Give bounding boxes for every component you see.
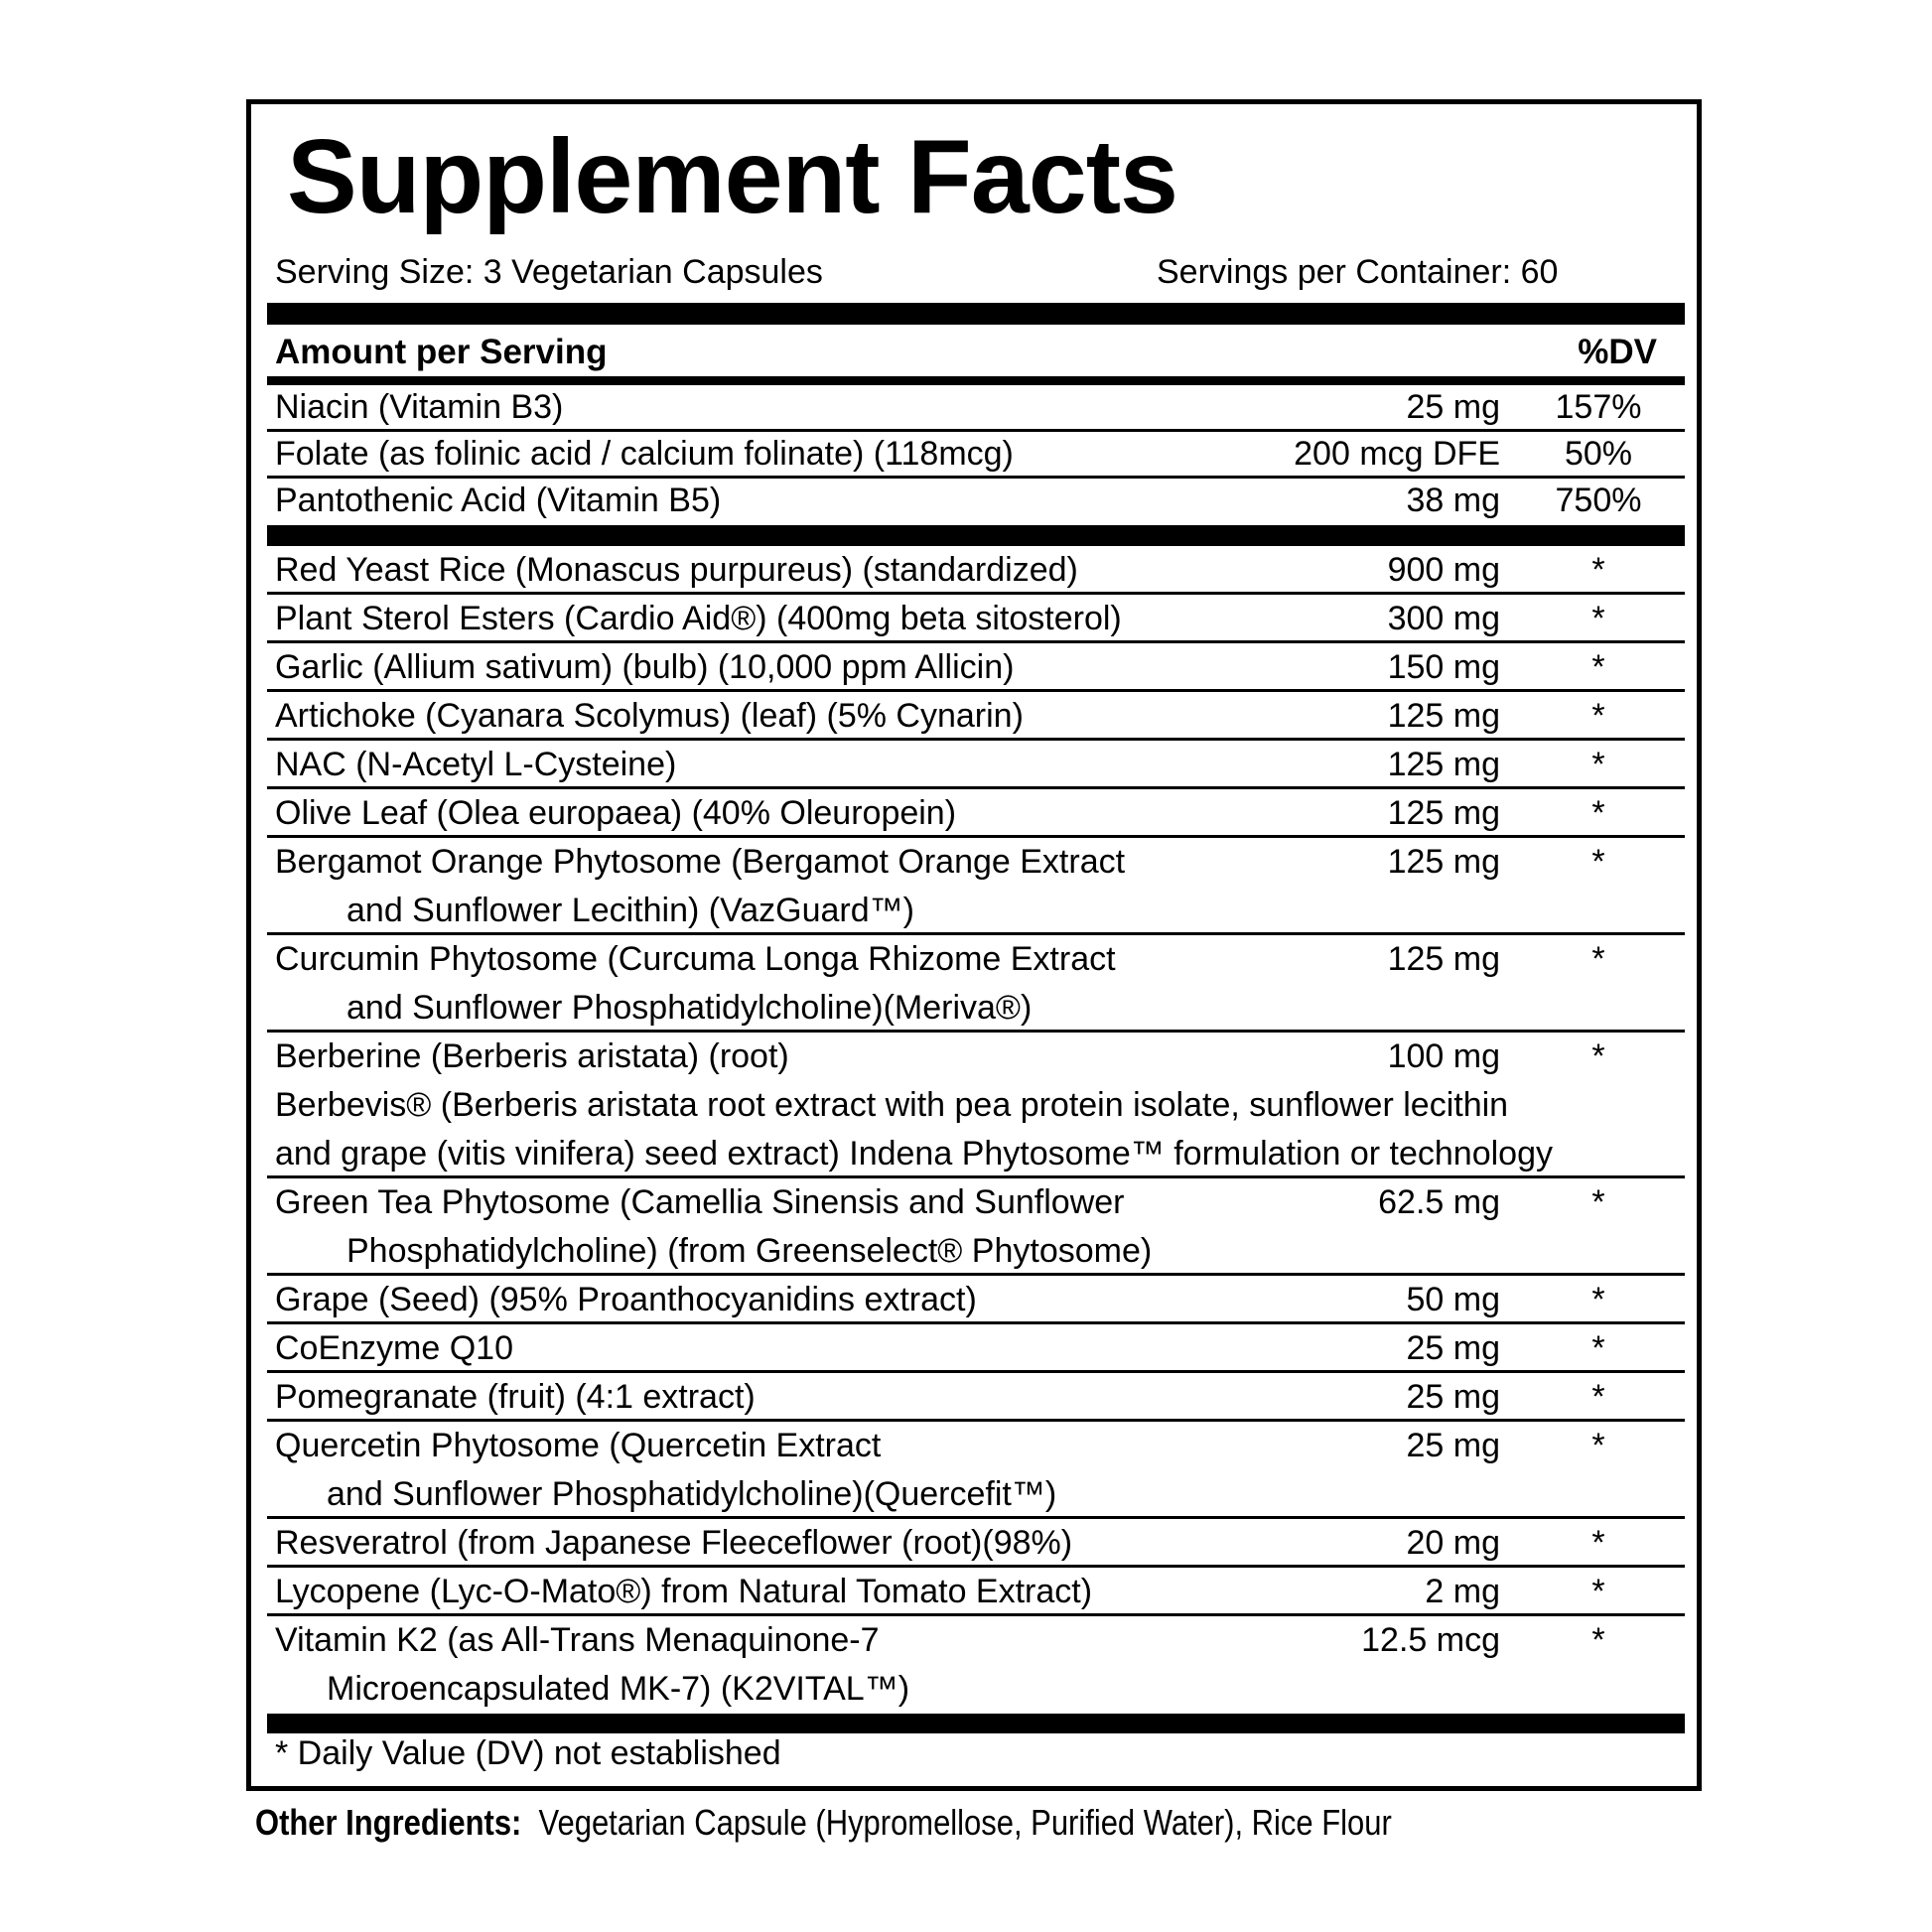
ingredient-row [267,1616,1685,1714]
ingredient-dv: * [1591,794,1605,832]
ingredient-amount: 100 mg [1387,1037,1500,1075]
ingredient-dv: * [1591,1183,1605,1221]
ingredient-name: Artichoke (Cyanara Scolymus) (leaf) (5% Cynarin) [275,697,1024,735]
ingredient-dv: * [1591,1573,1605,1610]
vitamin-name: Folate (as folinic acid / calcium folinate) (118mcg) [275,435,1014,473]
ingredient-name: Curcumin Phytosome (Curcuma Longa Rhizome Extract [275,940,1116,978]
ingredient-amount: 50 mg [1406,1281,1500,1318]
other-ingredients [255,1802,1392,1844]
ingredient-dv: * [1591,1524,1605,1562]
ingredient-row [267,1422,1685,1519]
label-title: Supplement Facts [287,118,1177,235]
thick-divider-top [267,303,1685,325]
ingredient-row [267,1276,1685,1324]
ingredient-row [267,1033,1685,1178]
ingredient-dv: * [1591,1427,1605,1464]
ingredient-name-continued: Phosphatidylcholine) (from Greenselect® Phytosome) [346,1232,1153,1270]
ingredient-row [267,1178,1685,1276]
ingredient-dv: * [1591,746,1605,783]
ingredient-amount: 125 mg [1387,843,1500,881]
ingredient-amount: 150 mg [1387,648,1500,686]
ingredient-name: Garlic (Allium sativum) (bulb) (10,000 ppm Allicin) [275,648,1015,686]
amount-per-serving-header: Amount per Serving [275,333,608,371]
vitamin-row [267,432,1685,479]
ingredient-name: Berberine (Berberis aristata) (root) [275,1037,789,1075]
ingredient-dv: * [1591,600,1605,637]
ingredient-name: Vitamin K2 (as All-Trans Menaquinone-7 [275,1621,880,1659]
vitamin-dv: 157% [1555,388,1642,426]
ingredient-row [267,595,1685,643]
ingredient-name-continued: and Sunflower Lecithin) (VazGuard™) [346,892,914,929]
ingredient-dv: * [1591,843,1605,881]
ingredient-name: CoEnzyme Q10 [275,1329,513,1367]
ingredient-amount: 12.5 mcg [1361,1621,1500,1659]
ingredient-row [267,789,1685,838]
vitamin-amount: 38 mg [1406,482,1500,519]
ingredient-name: Bergamot Orange Phytosome (Bergamot Orange Extract [275,843,1126,881]
ingredient-name-continued: and grape (vitis vinifera) seed extract) Indena Phytosome™ formulation or technology [275,1135,1553,1173]
ingredient-dv: * [1591,1037,1605,1075]
other-ingredients-label: Other Ingredients: [255,1802,522,1843]
ingredient-amount: 25 mg [1406,1329,1500,1367]
ingredient-name-continued: and Sunflower Phosphatidylcholine)(Quercefit™) [327,1475,1057,1513]
ingredient-dv: * [1591,1281,1605,1318]
ingredient-dv: * [1591,1378,1605,1416]
ingredient-amount: 25 mg [1406,1427,1500,1464]
ingredient-amount: 62.5 mg [1378,1183,1500,1221]
ingredient-row [267,1373,1685,1422]
ingredient-dv: * [1591,940,1605,978]
vitamin-name: Niacin (Vitamin B3) [275,388,564,426]
vitamin-dv: 50% [1564,435,1633,473]
ingredient-amount: 900 mg [1387,551,1500,589]
ingredient-row [267,546,1685,595]
ingredient-amount: 300 mg [1387,600,1500,637]
servings-per-container: Servings per Container: 60 [1157,253,1559,291]
ingredient-name: Olive Leaf (Olea europaea) (40% Oleuropein) [275,794,957,832]
ingredient-row [267,643,1685,692]
ingredient-name: Plant Sterol Esters (Cardio Aid®) (400mg beta sitosterol) [275,600,1122,637]
vitamin-row [267,385,1685,432]
vitamin-amount: 25 mg [1406,388,1500,426]
ingredient-row [267,692,1685,741]
ingredient-dv: * [1591,551,1605,589]
ingredient-name: Grape (Seed) (95% Proanthocyanidins extract) [275,1281,977,1318]
ingredient-amount: 125 mg [1387,794,1500,832]
ingredient-amount: 2 mg [1425,1573,1500,1610]
vitamin-amount: 200 mcg DFE [1294,435,1500,473]
dv-header: %DV [1578,333,1657,371]
ingredient-row [267,741,1685,789]
ingredient-name-continued: Microencapsulated MK-7) (K2VITAL™) [327,1670,910,1708]
ingredient-dv: * [1591,648,1605,686]
ingredient-name: Resveratrol (from Japanese Fleeceflower (root)(98%) [275,1524,1073,1562]
ingredient-row [267,838,1685,935]
ingredient-name: Pomegranate (fruit) (4:1 extract) [275,1378,756,1416]
ingredient-name: NAC (N-Acetyl L-Cysteine) [275,746,677,783]
vitamin-row [267,479,1685,525]
ingredient-dv: * [1591,697,1605,735]
ingredient-row [267,1324,1685,1373]
thick-divider-middle [267,525,1685,546]
ingredient-name: Quercetin Phytosome (Quercetin Extract [275,1427,882,1464]
ingredient-name: Lycopene (Lyc-O-Mato®) from Natural Tomato Extract) [275,1573,1093,1610]
ingredient-amount: 125 mg [1387,746,1500,783]
footnote: * Daily Value (DV) not established [275,1734,781,1772]
ingredient-name: Red Yeast Rice (Monascus purpureus) (standardized) [275,551,1078,589]
thick-divider-bottom [267,1714,1685,1733]
ingredient-row [267,1519,1685,1568]
vitamin-name: Pantothenic Acid (Vitamin B5) [275,482,722,519]
ingredient-dv: * [1591,1329,1605,1367]
ingredient-amount: 25 mg [1406,1378,1500,1416]
ingredient-amount: 125 mg [1387,940,1500,978]
ingredient-amount: 125 mg [1387,697,1500,735]
ingredient-row [267,935,1685,1033]
vitamin-dv: 750% [1555,482,1642,519]
ingredient-row [267,1568,1685,1616]
serving-size: Serving Size: 3 Vegetarian Capsules [275,253,823,291]
other-ingredients-text: Vegetarian Capsule (Hypromellose, Purified Water), Rice Flour [538,1802,1392,1843]
ingredient-dv: * [1591,1621,1605,1659]
ingredient-name-continued: Berbevis® (Berberis aristata root extract with pea protein isolate, sunflower lecithin [275,1086,1509,1124]
supplement-facts-panel [246,99,1702,1791]
ingredient-amount: 20 mg [1406,1524,1500,1562]
ingredient-name-continued: and Sunflower Phosphatidylcholine)(Meriva®) [346,989,1033,1027]
ingredient-name: Green Tea Phytosome (Camellia Sinensis and Sunflower [275,1183,1125,1221]
